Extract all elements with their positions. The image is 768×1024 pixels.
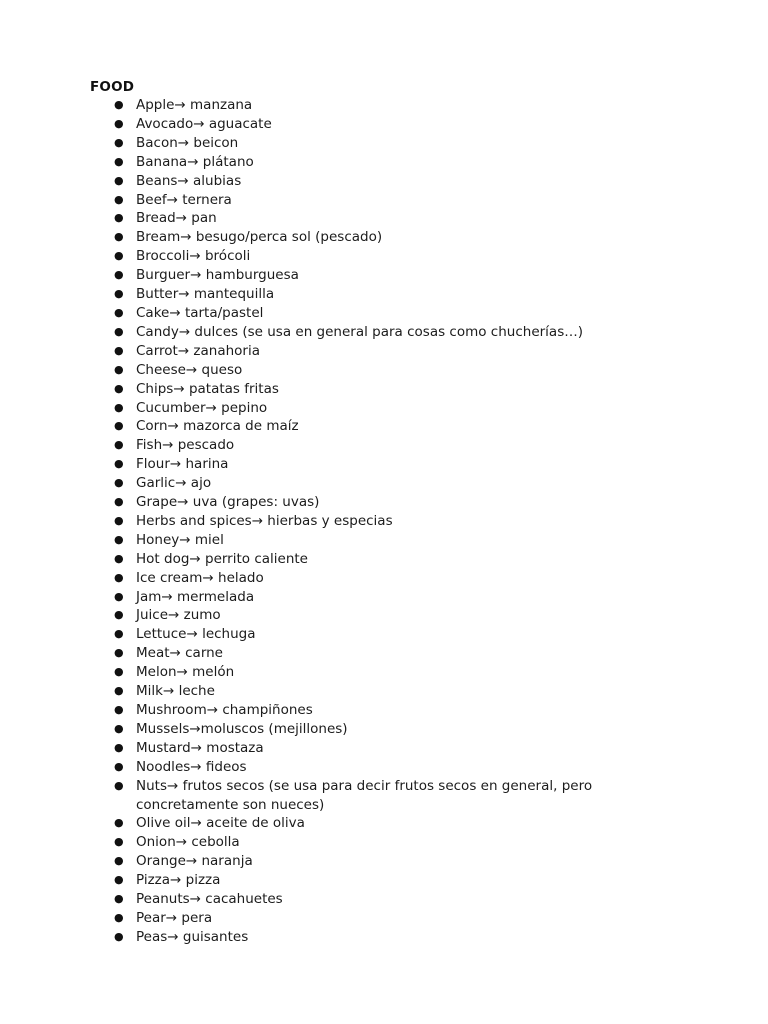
list-item-text: Bread→ pan [136, 210, 217, 227]
bullet-icon: ● [114, 116, 124, 130]
bullet-icon: ● [114, 892, 124, 906]
list-item [114, 266, 696, 285]
list-item-text: Bacon→ beicon [136, 134, 239, 151]
list-item [114, 191, 696, 210]
bullet-icon: ● [114, 98, 124, 111]
list-item [114, 512, 696, 531]
list-item [114, 209, 696, 228]
list-item [114, 682, 696, 701]
list-item [114, 493, 696, 512]
bullet-icon: ● [114, 343, 124, 357]
list-item [114, 758, 696, 777]
list-item-text: Cucumber→ pepino [136, 399, 268, 416]
list-item-text: Jam→ mermelada [136, 588, 255, 605]
list-item-text: Orange→ naranja [136, 853, 253, 870]
bullet-icon: ● [114, 835, 124, 849]
list-item [114, 606, 696, 625]
list-item [114, 777, 696, 815]
bullet-icon: ● [114, 381, 124, 395]
list-item-text: Beans→ alubias [136, 172, 242, 189]
bullet-icon: ● [114, 910, 124, 924]
bullet-icon: ● [114, 135, 124, 149]
bullet-icon: ● [114, 287, 124, 301]
list-item-text: Peas→ guisantes [136, 928, 249, 945]
list-item [114, 569, 696, 588]
bullet-icon: ● [114, 665, 124, 679]
bullet-icon: ● [114, 211, 124, 225]
bullet-icon: ● [114, 608, 124, 622]
bullet-icon: ● [114, 778, 124, 792]
bullet-icon: ● [114, 570, 124, 584]
list-item-text: Olive oil→ aceite de oliva [136, 815, 305, 832]
bullet-icon: ● [114, 684, 124, 698]
list-item [114, 701, 696, 720]
bullet-icon: ● [114, 703, 124, 716]
bullet-icon: ● [114, 457, 124, 471]
list-item [114, 852, 696, 871]
list-item [114, 890, 696, 909]
list-item [114, 550, 696, 569]
list-item [114, 644, 696, 663]
bullet-icon: ● [114, 419, 124, 433]
bullet-icon: ● [114, 589, 124, 603]
list-item-text: Honey→ miel [136, 531, 224, 548]
list-item-text: Mussels→moluscos (mejillones) [136, 720, 348, 737]
bullet-icon: ● [114, 873, 124, 887]
list-item [114, 871, 696, 890]
list-item-text: Corn→ mazorca de maíz [136, 418, 299, 435]
list-item [114, 399, 696, 418]
vocabulary-list [114, 96, 696, 947]
list-item-text: Grape→ uva (grapes: uvas) [136, 494, 320, 511]
bullet-icon: ● [114, 854, 124, 868]
bullet-icon: ● [114, 759, 124, 773]
bullet-icon: ● [114, 249, 124, 263]
bullet-icon: ● [114, 438, 124, 452]
list-item-text: Candy→ dulces (se usa en general para cosas como chucherías…) [136, 323, 583, 340]
list-item-text: Beef→ ternera [136, 191, 232, 208]
list-item-text: Carrot→ zanahoria [136, 342, 260, 359]
list-item-text: Burguer→ hamburguesa [136, 267, 299, 284]
list-item [114, 285, 696, 304]
bullet-icon: ● [114, 532, 124, 546]
bullet-icon: ● [114, 929, 124, 943]
bullet-icon: ● [114, 400, 124, 414]
list-item [114, 625, 696, 644]
list-item [114, 228, 696, 247]
list-item-text: Juice→ zumo [136, 607, 221, 624]
bullet-icon: ● [114, 816, 124, 830]
section-heading: FOOD [90, 79, 135, 95]
list-item [114, 153, 696, 172]
list-item-text: Broccoli→ brócoli [136, 248, 251, 265]
list-item [114, 323, 696, 342]
bullet-icon: ● [114, 721, 124, 735]
list-item [114, 417, 696, 436]
list-item-text: Avocado→ aguacate [136, 115, 272, 132]
list-item-text: Pear→ pera [136, 909, 213, 926]
list-item [114, 588, 696, 607]
list-item-text: Lettuce→ lechuga [136, 626, 256, 643]
bullet-icon: ● [114, 154, 124, 168]
list-item [114, 720, 696, 739]
list-item-text: Milk→ leche [136, 683, 215, 700]
bullet-icon: ● [114, 551, 124, 565]
list-item [114, 814, 696, 833]
list-item [114, 531, 696, 550]
list-item [114, 342, 696, 361]
list-item [114, 833, 696, 852]
bullet-icon: ● [114, 230, 124, 244]
list-item [114, 304, 696, 323]
list-item-text: Cheese→ queso [136, 361, 243, 378]
list-item [114, 739, 696, 758]
list-item [114, 134, 696, 153]
list-item [114, 380, 696, 399]
list-item-text: Fish→ pescado [136, 437, 235, 454]
list-item [114, 436, 696, 455]
bullet-icon: ● [114, 513, 124, 527]
list-item-text: Ice cream→ helado [136, 569, 264, 586]
list-item-text: Hot dog→ perrito caliente [136, 550, 308, 567]
list-item-text: Cake→ tarta/pastel [136, 304, 264, 321]
list-item-text: Bream→ besugo/perca sol (pescado) [136, 229, 383, 246]
list-item [114, 928, 696, 947]
bullet-icon: ● [114, 627, 124, 641]
list-item-text: Peanuts→ cacahuetes [136, 891, 283, 908]
list-item-text: Meat→ carne [136, 645, 223, 662]
list-item [114, 361, 696, 380]
bullet-icon: ● [114, 495, 124, 509]
list-item-text: Apple→ manzana [136, 97, 253, 113]
list-item [114, 96, 696, 115]
list-item [114, 909, 696, 928]
bullet-icon: ● [114, 362, 124, 376]
bullet-icon: ● [114, 476, 124, 490]
bullet-icon: ● [114, 740, 124, 754]
list-item-text: Noodles→ fideos [136, 758, 247, 775]
list-item [114, 172, 696, 191]
list-item-text: Pizza→ pizza [136, 872, 221, 889]
list-item [114, 247, 696, 266]
list-item-text: Banana→ plátano [136, 153, 254, 170]
list-item-text: Butter→ mantequilla [136, 286, 275, 303]
list-item-text: Melon→ melón [136, 664, 235, 681]
list-item [114, 663, 696, 682]
list-item-text: Nuts→ frutos secos (se usa para decir frutos secos en general, pero concretamente son nueces) [136, 777, 593, 813]
bullet-icon: ● [114, 305, 124, 319]
list-item-text: Mustard→ mostaza [136, 739, 264, 756]
bullet-icon: ● [114, 268, 124, 282]
bullet-icon: ● [114, 646, 124, 660]
list-item [114, 115, 696, 134]
list-item-text: Flour→ harina [136, 456, 229, 473]
list-item-text: Onion→ cebolla [136, 834, 240, 851]
list-item [114, 474, 696, 493]
bullet-icon: ● [114, 192, 124, 206]
bullet-icon: ● [114, 173, 124, 187]
list-item-text: Herbs and spices→ hierbas y especias [136, 512, 393, 529]
list-item-text: Garlic→ ajo [136, 475, 212, 492]
list-item-text: Chips→ patatas fritas [136, 380, 279, 397]
bullet-icon: ● [114, 324, 124, 338]
list-item [114, 455, 696, 474]
list-item-text: Mushroom→ champiñones [136, 702, 313, 718]
